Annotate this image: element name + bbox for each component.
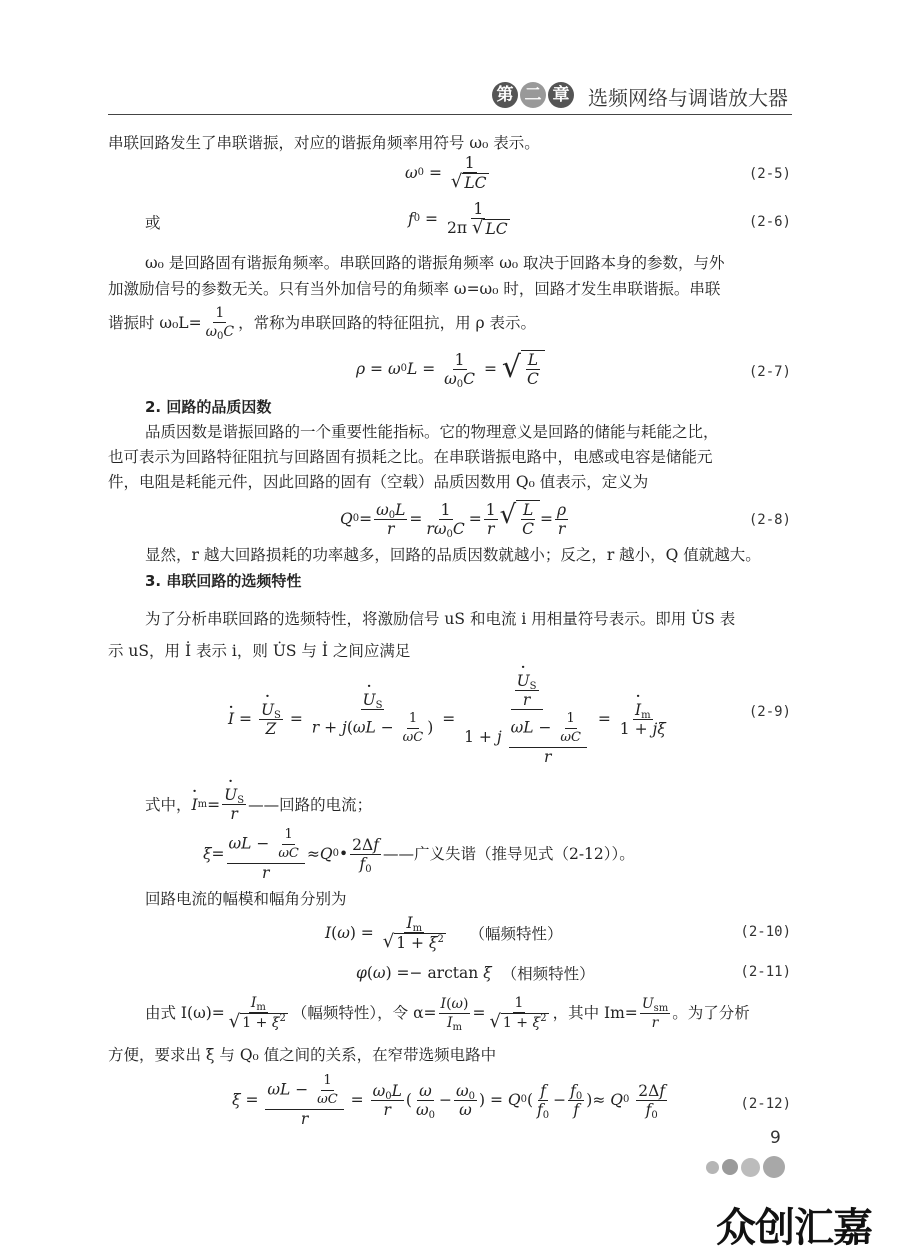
paragraph: 示 uS，用 İ 表示 i，则 U̇S 与 İ 之间应满足 — [108, 642, 411, 660]
paragraph: 方便，要求出 ξ 与 Q₀ 值之间的关系，在窄带选频电路中 — [108, 1046, 497, 1064]
chapter-char: 二 — [520, 82, 546, 108]
equation-2-7: ρ = ω 0 L = $\frac{1}{\omega_0C}$ = √ $\frac{L}{C}$ — [356, 350, 545, 388]
chapter-header — [492, 80, 792, 114]
paragraph-inline-eq: 由式 I(ω)= $I_m$ √ $1 + \xi^2$ （幅频特性），令 α= $\frac{I(\omega)}{I_m}$ = 1 √ $1 + \xi^2$ ，其中 Im= $\frac{U_{sm}}{r}$ 。为了分析 — [145, 995, 750, 1033]
section-heading: 3. 串联回路的选频特性 — [145, 572, 302, 590]
paragraph: 为了分析串联回路的选频特性，将激励信号 uS 和电流 i 用相量符号表示。即用 U̇S 表 — [145, 610, 736, 628]
text-run: ——回路的电流； — [248, 795, 373, 814]
page-number: 9 — [770, 1128, 781, 1148]
equation-number: (2-10) — [740, 924, 791, 940]
equation-2-6: f 0 = 1 2π √ LC — [408, 200, 508, 238]
paragraph-inline-eq: 谐振时 ω₀L= $\frac{1}{\omega_0C}$ ，常称为串联回路的特征阻抗，用 ρ 表示。 — [108, 305, 537, 342]
chapter-badge — [492, 82, 574, 108]
equation-2-11: φ ( ω ) =− arctan ξ （相频特性） — [356, 964, 595, 983]
header-rule — [108, 114, 792, 115]
where-im: 式中， · I m = · $\frac{U_S}{r}$ ——回路的电流； — [145, 786, 372, 823]
equation-number: (2-11) — [740, 964, 791, 980]
chapter-title: 选频网络与调谐放大器 — [588, 86, 788, 110]
text-run: 式中， — [145, 795, 192, 814]
paragraph: 串联回路发生了串联谐振，对应的谐振角频率用符号 ω₀ 表示。 — [108, 134, 540, 152]
text-run: ——广义失谐（推导见式（2-12））。 — [382, 845, 635, 863]
equation-2-5: ω 0 = 1 √ LC — [405, 154, 487, 192]
text-run: 。为了分析 — [672, 1004, 750, 1022]
equation-2-8: Q 0 = $\frac{\omega_0L}{r}$ = $\frac{1}{r\omega_0C}$ = $\frac{1}{r}$ √ $\frac{L}{C}$ = $\frac{\rho}{r}$ — [340, 500, 567, 540]
text-run: ，常称为串联回路的特征阻抗，用 ρ 表示。 — [238, 313, 537, 332]
dot-icon — [741, 1158, 760, 1177]
text-run: （相频特性） — [501, 965, 595, 983]
text-run: ，其中 Im= — [552, 1004, 638, 1022]
equation-2-9: · I = · $\frac{U_S}{Z}$ = · $U_S$ r + j(ωL − $\frac{1}{\omega C}$ ) = · $\frac{U_S}{r}$ 1 + j ωL − $\frac{1}{\omega C}$ r = · $\frac{I_m}{1 + j\xi}$ — [228, 672, 670, 766]
paragraph: 回路电流的幅模和幅角分别为 — [145, 890, 347, 908]
equation-2-10: I ( ω ) = $I_m$ √ $1 + \xi^2$ （幅频特性） — [325, 914, 563, 952]
paragraph: 也可表示为回路特征阻抗与回路固有损耗之比。在串联谐振电路中，电感或电容是储能元 — [108, 448, 713, 466]
equation-number: (2-9) — [748, 704, 791, 720]
paragraph: 件，电阻是耗能元件，因此回路的固有（空载）品质因数用 Q₀ 值表示，定义为 — [108, 473, 649, 491]
paragraph: 加激励信号的参数无关。只有当外加信号的角频率 ω=ω₀ 时，回路才发生串联谐振。串联 — [108, 280, 721, 298]
chapter-char: 第 — [492, 82, 518, 108]
text-run: 由式 I(ω)= — [145, 1004, 225, 1022]
section-heading: 2. 回路的品质因数 — [145, 398, 272, 416]
or-label: 或 — [145, 214, 161, 232]
equation-number: (2-5) — [748, 166, 791, 182]
equation-number: (2-6) — [748, 214, 791, 230]
text-run: （幅频特性） — [469, 925, 563, 943]
chapter-char: 章 — [548, 82, 574, 108]
page-dots-decoration — [706, 1156, 785, 1178]
dot-icon — [763, 1156, 785, 1178]
dot-icon — [722, 1159, 738, 1175]
text-run: （幅频特性），令 α= — [291, 1004, 437, 1022]
dot-icon — [706, 1161, 719, 1174]
paragraph: 显然，r 越大回路损耗的功率越多，回路的品质因数就越小；反之，r 越小，Q 值就越大。 — [145, 546, 761, 564]
equation-number: (2-7) — [748, 364, 791, 380]
equation-number: (2-8) — [748, 512, 791, 528]
where-xi: ξ = ωL − $\frac{1}{\omega C}$ r ≈ Q 0 • $\frac{2\Delta f}{f_0}$ ——广义失谐（推导见式（2-12））。 — [203, 827, 635, 882]
paragraph: 品质因数是谐振回路的一个重要性能指标。它的物理意义是回路的储能与耗能之比， — [145, 423, 719, 441]
watermark: 众创汇嘉 — [716, 1205, 872, 1251]
paragraph: ω₀ 是回路固有谐振角频率。串联回路的谐振角频率 ω₀ 取决于回路本身的参数，与外 — [145, 254, 725, 272]
equation-2-12: ξ = ωL − $\frac{1}{\omega C}$ r = $\frac{\omega_0L}{r}$ ( $\frac{\omega}{\omega_0}$ − $\frac{\omega_0}{\omega}$ ) = Q 0 ( $\frac{f}{f_0}$ − $\frac{f_0}{f}$ )≈ Q 0 $\frac{2\Delta f}{f_0}$ — [232, 1073, 666, 1128]
text-run: 谐振时 ω₀L= — [108, 313, 202, 332]
equation-number: (2-12) — [740, 1096, 791, 1112]
